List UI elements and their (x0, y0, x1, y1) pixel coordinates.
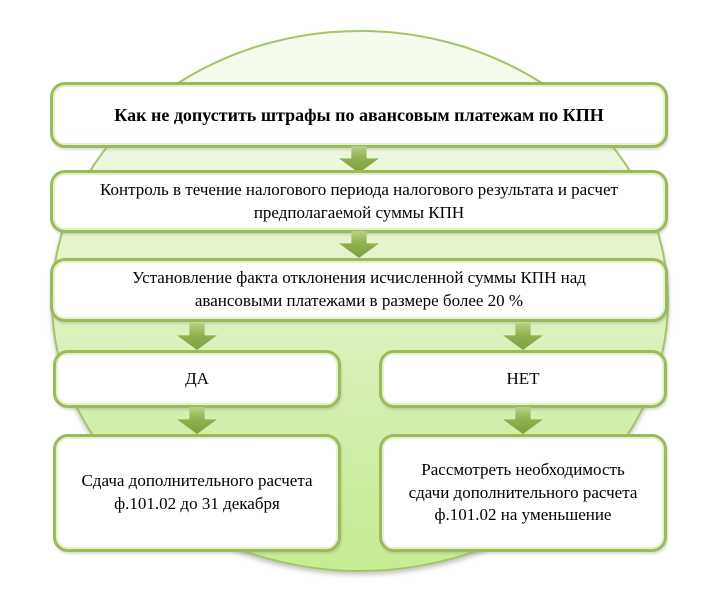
no-outcome-box (379, 434, 667, 552)
no-outcome-text: Рассмотреть необходимость сдачи дополнительного расчета ф.101.02 на уменьшение (408, 459, 638, 525)
step-monitoring-text: Контроль в течение налогового периода налогового результата и расчет предполагаемой суммы КПН (100, 179, 618, 222)
title-box (50, 82, 668, 148)
step-deviation-text: Установление факта отклонения исчисленной суммы КПН над авансовыми платежами в размере более 20 % (132, 268, 586, 310)
yes-label: ДА (185, 368, 209, 388)
no-box (379, 350, 667, 408)
yes-outcome-text: Сдача дополнительного расчета ф.101.02 до 31 декабря (81, 471, 313, 513)
no-label: НЕТ (506, 368, 540, 388)
yes-outcome-box (53, 434, 341, 552)
flowchart-title: Как не допустить штрафы по авансовым платежам по КПН (114, 104, 604, 125)
step-box-deviation (50, 258, 668, 322)
yes-box (53, 350, 341, 408)
step-box-monitoring (50, 170, 668, 233)
